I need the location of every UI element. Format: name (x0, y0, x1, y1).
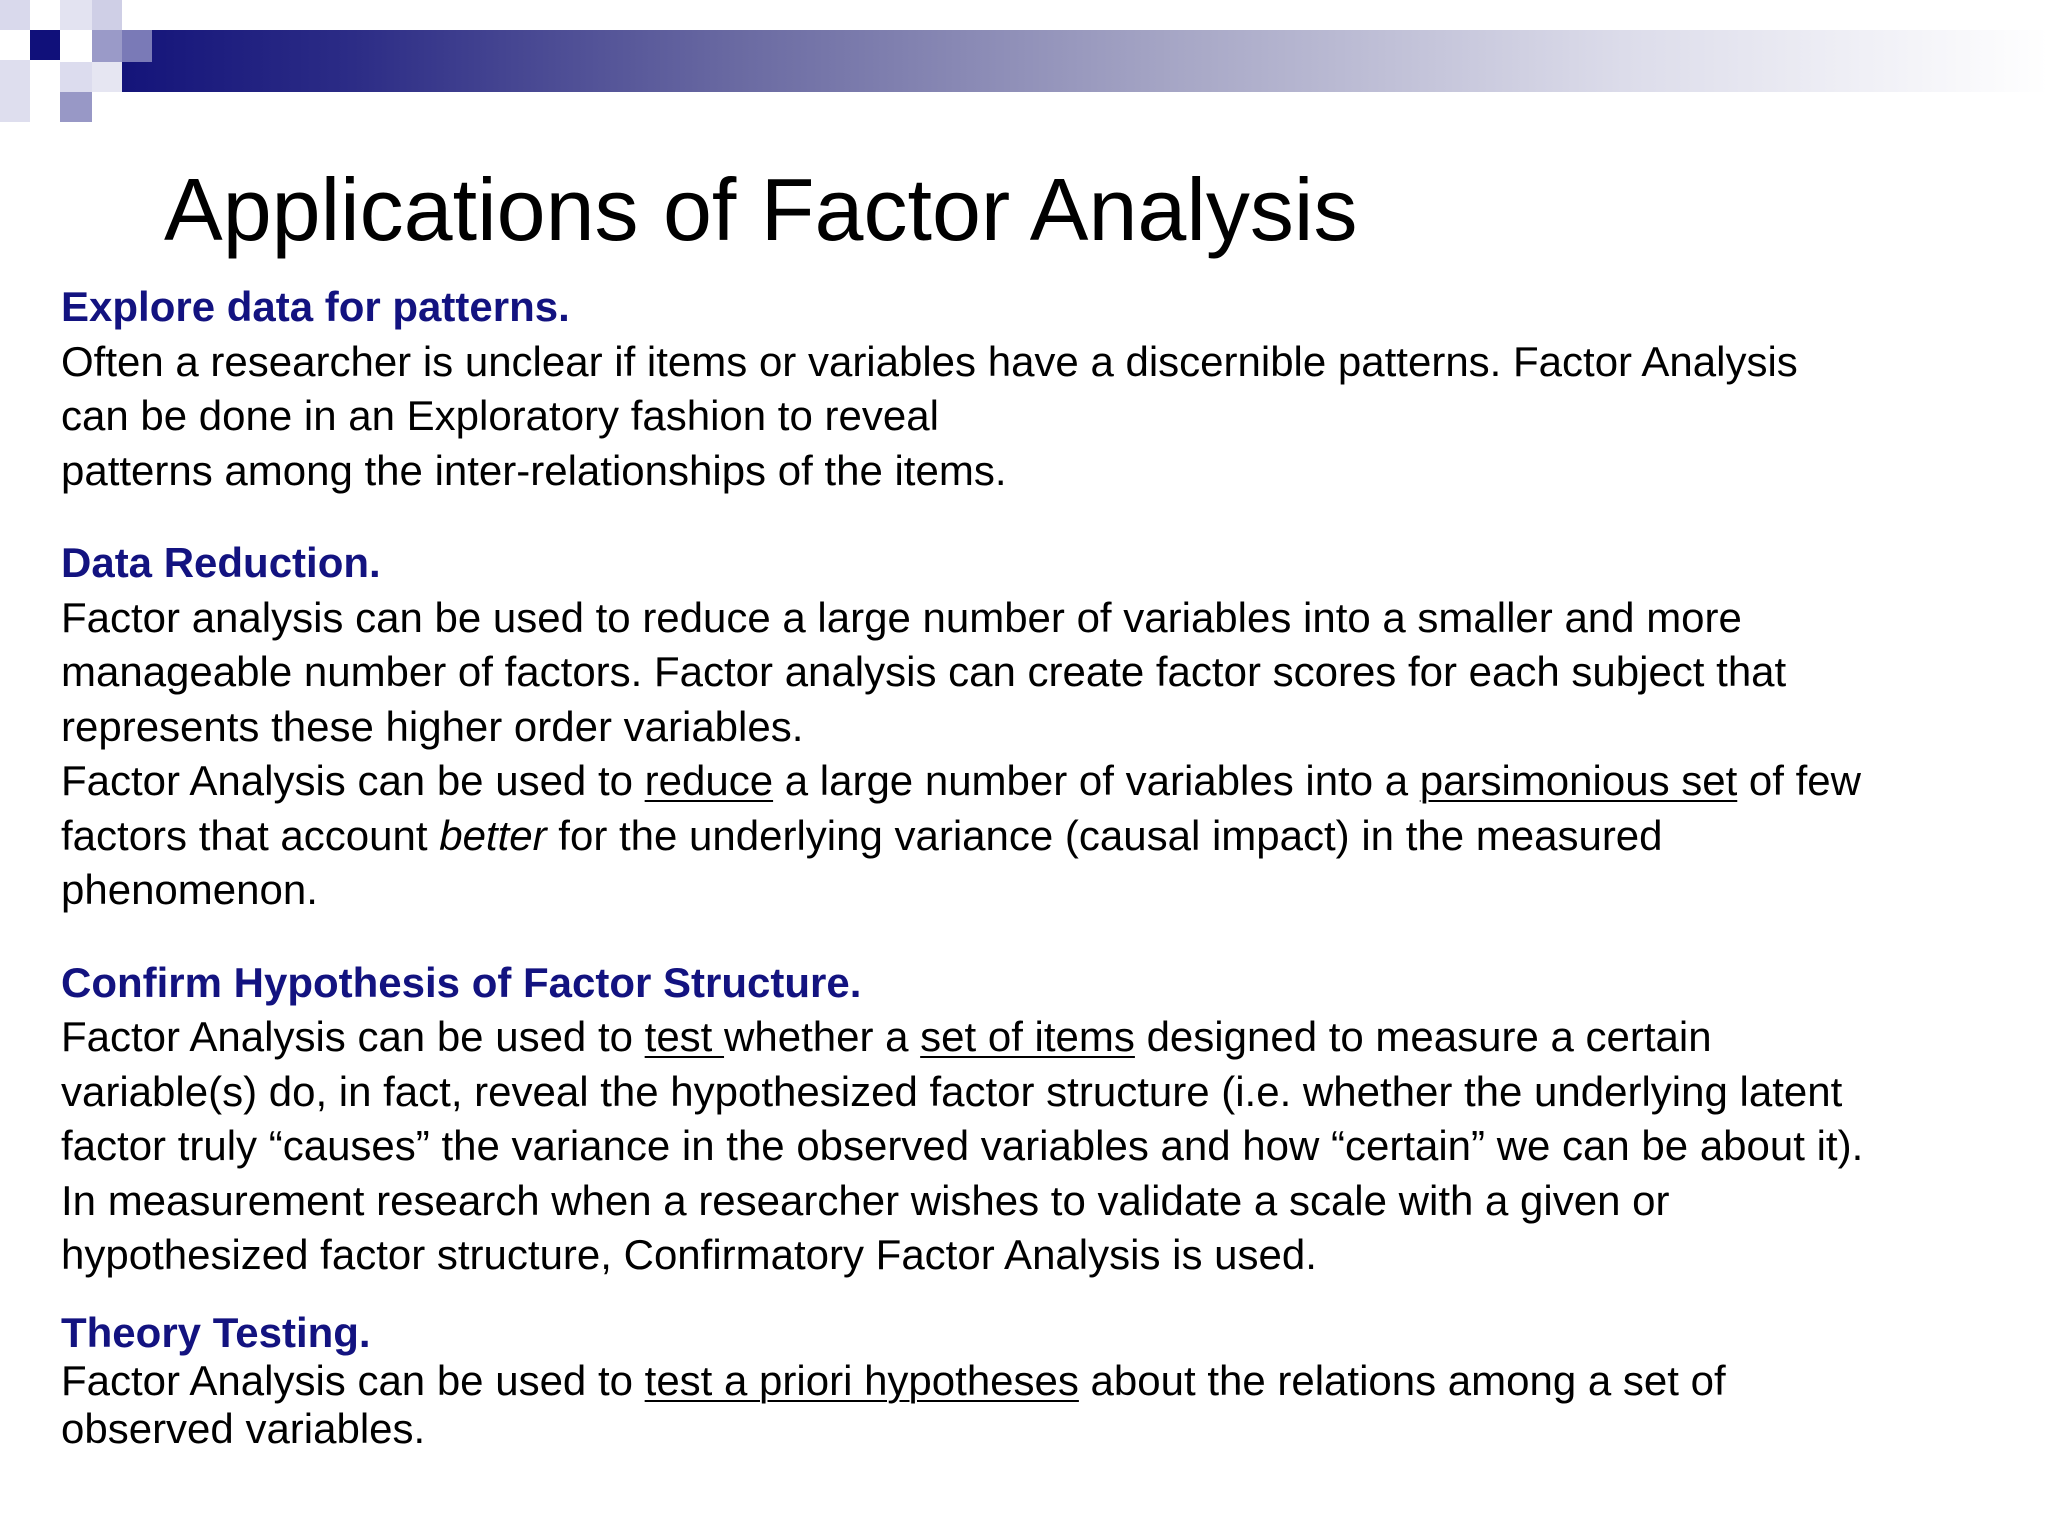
section-data-reduction (61, 536, 2041, 918)
underlined-term: test (644, 1013, 725, 1060)
decorative-square (92, 0, 122, 30)
paragraph-line (61, 809, 2041, 864)
underlined-term: parsimonious set (1419, 757, 1738, 804)
decorative-square (30, 30, 60, 60)
paragraph-line: Factor analysis can be used to reduce a large number of variables into a smaller and more (61, 593, 1742, 641)
paragraph (61, 1010, 2041, 1283)
text-run: whether a (724, 1013, 921, 1060)
paragraph (61, 591, 2041, 755)
header-gradient-band (122, 30, 2048, 92)
decorative-square (60, 92, 92, 122)
paragraph-line: phenomenon. (61, 866, 318, 913)
paragraph-line: observed variables. (61, 1404, 426, 1452)
section-heading: Confirm Hypothesis of Factor Structure. (61, 958, 862, 1006)
decorative-square (0, 0, 30, 30)
slide-title: Applications of Factor Analysis (164, 160, 1358, 259)
paragraph-line: hypothesized factor structure, Confirmatory Factor Analysis is used. (61, 1231, 1317, 1278)
paragraph-line: Often a researcher is unclear if items or variables have a discernible patterns. Factor Analysis (61, 337, 1798, 385)
spacer (61, 918, 2041, 956)
text-run: Factor Analysis can be used to (61, 757, 645, 804)
underlined-term: set of items (920, 1013, 1135, 1060)
paragraph (61, 1357, 2041, 1453)
underlined-term: reduce (644, 757, 774, 804)
underlined-term: test a priori hypotheses (644, 1356, 1079, 1404)
spacer (61, 1283, 2041, 1309)
text-run: of few (1737, 757, 1861, 804)
paragraph-line: manageable number of factors. Factor analysis can create factor scores for each subject that (61, 648, 1787, 695)
italic-term: better (439, 811, 547, 859)
paragraph (61, 335, 2041, 499)
paragraph-line: represents these higher order variables. (61, 702, 804, 750)
section-heading: Data Reduction. (61, 539, 381, 586)
text-run: Factor Analysis can be used to (61, 1013, 645, 1060)
spacer (61, 498, 2041, 536)
text-run: a large number of variables into a (773, 757, 1420, 804)
decorative-square (0, 60, 30, 122)
paragraph-line (61, 1010, 2041, 1065)
section-heading: Explore data for patterns. (61, 283, 570, 330)
paragraph-line (61, 754, 2041, 809)
decorative-square (60, 0, 92, 30)
section-theory-testing (61, 1309, 2041, 1453)
paragraph-line: can be done in an Exploratory fashion to reveal (61, 392, 939, 439)
decorative-square (60, 62, 92, 92)
paragraph (61, 754, 2041, 918)
paragraph-line: In measurement research when a researcher wishes to validate a scale with a given or (61, 1176, 1670, 1224)
section-explore (61, 280, 2041, 498)
decorative-square (122, 30, 152, 62)
paragraph-line: factor truly “causes” the variance in the observed variables and how “certain” we can be about it). (61, 1122, 1864, 1169)
decorative-square (92, 30, 122, 62)
text-run: designed to measure a certain (1134, 1013, 1712, 1060)
section-heading: Theory Testing. (61, 1308, 371, 1356)
text-run: about the relations among a set of (1078, 1356, 1726, 1404)
section-confirm-hypothesis (61, 956, 2041, 1283)
paragraph-line (61, 1357, 2041, 1405)
text-run: for the underlying variance (causal impact) in the measured (546, 811, 1663, 859)
text-run: Factor Analysis can be used to (61, 1356, 645, 1404)
paragraph-line: variable(s) do, in fact, reveal the hypothesized factor structure (i.e. whether the underlying latent (61, 1067, 1843, 1115)
paragraph-line: patterns among the inter-relationships of the items. (61, 446, 1007, 494)
text-run: factors that account (61, 811, 440, 859)
slide-body (61, 280, 2041, 1453)
decorative-square (92, 62, 122, 92)
